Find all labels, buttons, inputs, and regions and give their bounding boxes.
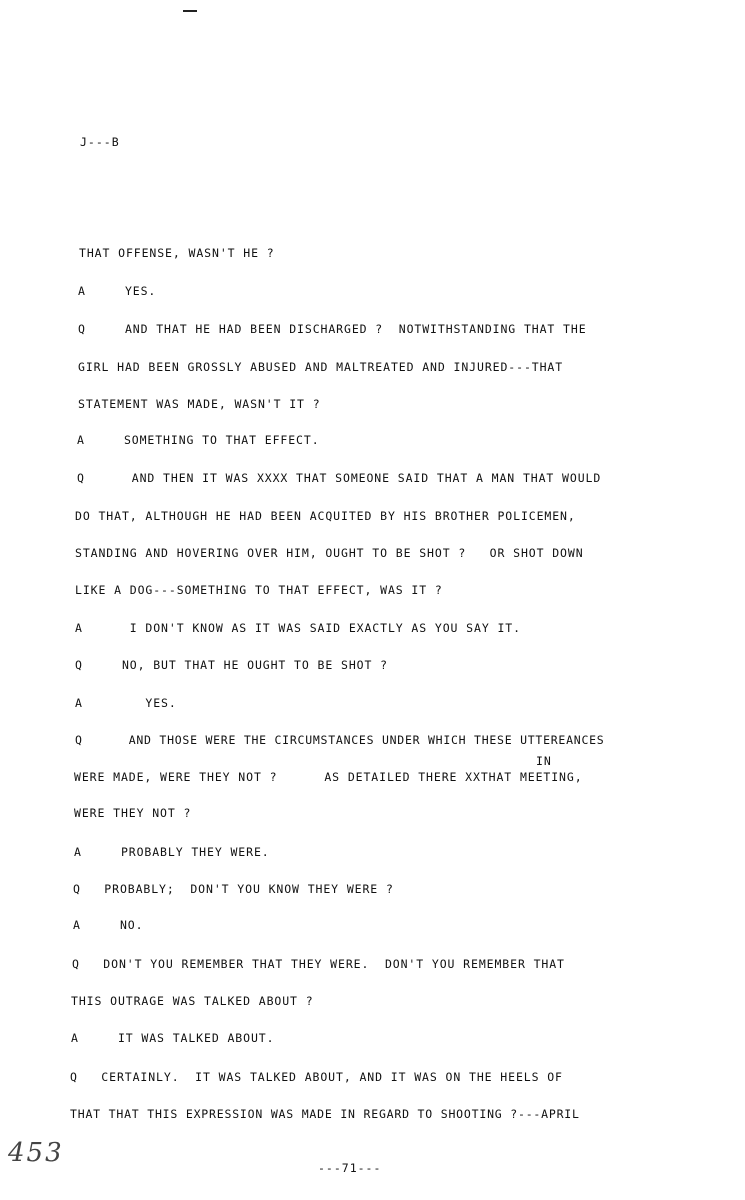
transcript-line: A YES. [78, 284, 157, 298]
transcript-line: THAT OFFENSE, WASN'T HE ? [79, 246, 275, 260]
transcript-line: Q AND THOSE WERE THE CIRCUMSTANCES UNDER WHICH THESE UTTEREANCES [75, 733, 605, 747]
page-identifier: J---B [80, 135, 120, 149]
transcript-line: DO THAT, ALTHOUGH HE HAD BEEN ACQUITED BY HIS BROTHER POLICEMEN, [75, 509, 576, 523]
transcript-line: STATEMENT WAS MADE, WASN'T IT ? [78, 397, 321, 411]
interlinear-insertion: IN [536, 754, 552, 768]
transcript-line: Q PROBABLY; DON'T YOU KNOW THEY WERE ? [73, 882, 394, 896]
transcript-line: A SOMETHING TO THAT EFFECT. [77, 433, 320, 447]
transcript-line: Q NO, BUT THAT HE OUGHT TO BE SHOT ? [75, 658, 388, 672]
transcript-line: WERE MADE, WERE THEY NOT ? AS DETAILED THERE XXTHAT MEETING, [74, 770, 583, 784]
transcript-line: WERE THEY NOT ? [74, 806, 192, 820]
transcript-line: THAT THAT THIS EXPRESSION WAS MADE IN REGARD TO SHOOTING ?---APRIL [70, 1107, 580, 1121]
transcript-line: LIKE A DOG---SOMETHING TO THAT EFFECT, WAS IT ? [75, 583, 443, 597]
transcript-line: A NO. [73, 918, 144, 932]
transcript-line: Q AND THAT HE HAD BEEN DISCHARGED ? NOTWITHSTANDING THAT THE [78, 322, 587, 336]
transcript-line: GIRL HAD BEEN GROSSLY ABUSED AND MALTREATED AND INJURED---THAT [78, 360, 564, 374]
page-number: ---71--- [318, 1161, 382, 1175]
transcript-line: A YES. [75, 696, 177, 710]
transcript-line: THIS OUTRAGE WAS TALKED ABOUT ? [71, 994, 314, 1008]
transcript-line: A PROBABLY THEY WERE. [74, 845, 270, 859]
transcript-line: Q AND THEN IT WAS XXXX THAT SOMEONE SAID THAT A MAN THAT WOULD [77, 471, 602, 485]
transcript-line: Q DON'T YOU REMEMBER THAT THEY WERE. DON'T YOU REMEMBER THAT [72, 957, 565, 971]
transcript-line: STANDING AND HOVERING OVER HIM, OUGHT TO BE SHOT ? OR SHOT DOWN [75, 546, 584, 560]
top-edge-mark [183, 10, 197, 12]
transcript-line: A IT WAS TALKED ABOUT. [71, 1031, 275, 1045]
transcript-line: A I DON'T KNOW AS IT WAS SAID EXACTLY AS YOU SAY IT. [75, 621, 521, 635]
transcript-line: Q CERTAINLY. IT WAS TALKED ABOUT, AND IT WAS ON THE HEELS OF [70, 1070, 563, 1084]
handwritten-page-number: 453 [8, 1138, 64, 1168]
